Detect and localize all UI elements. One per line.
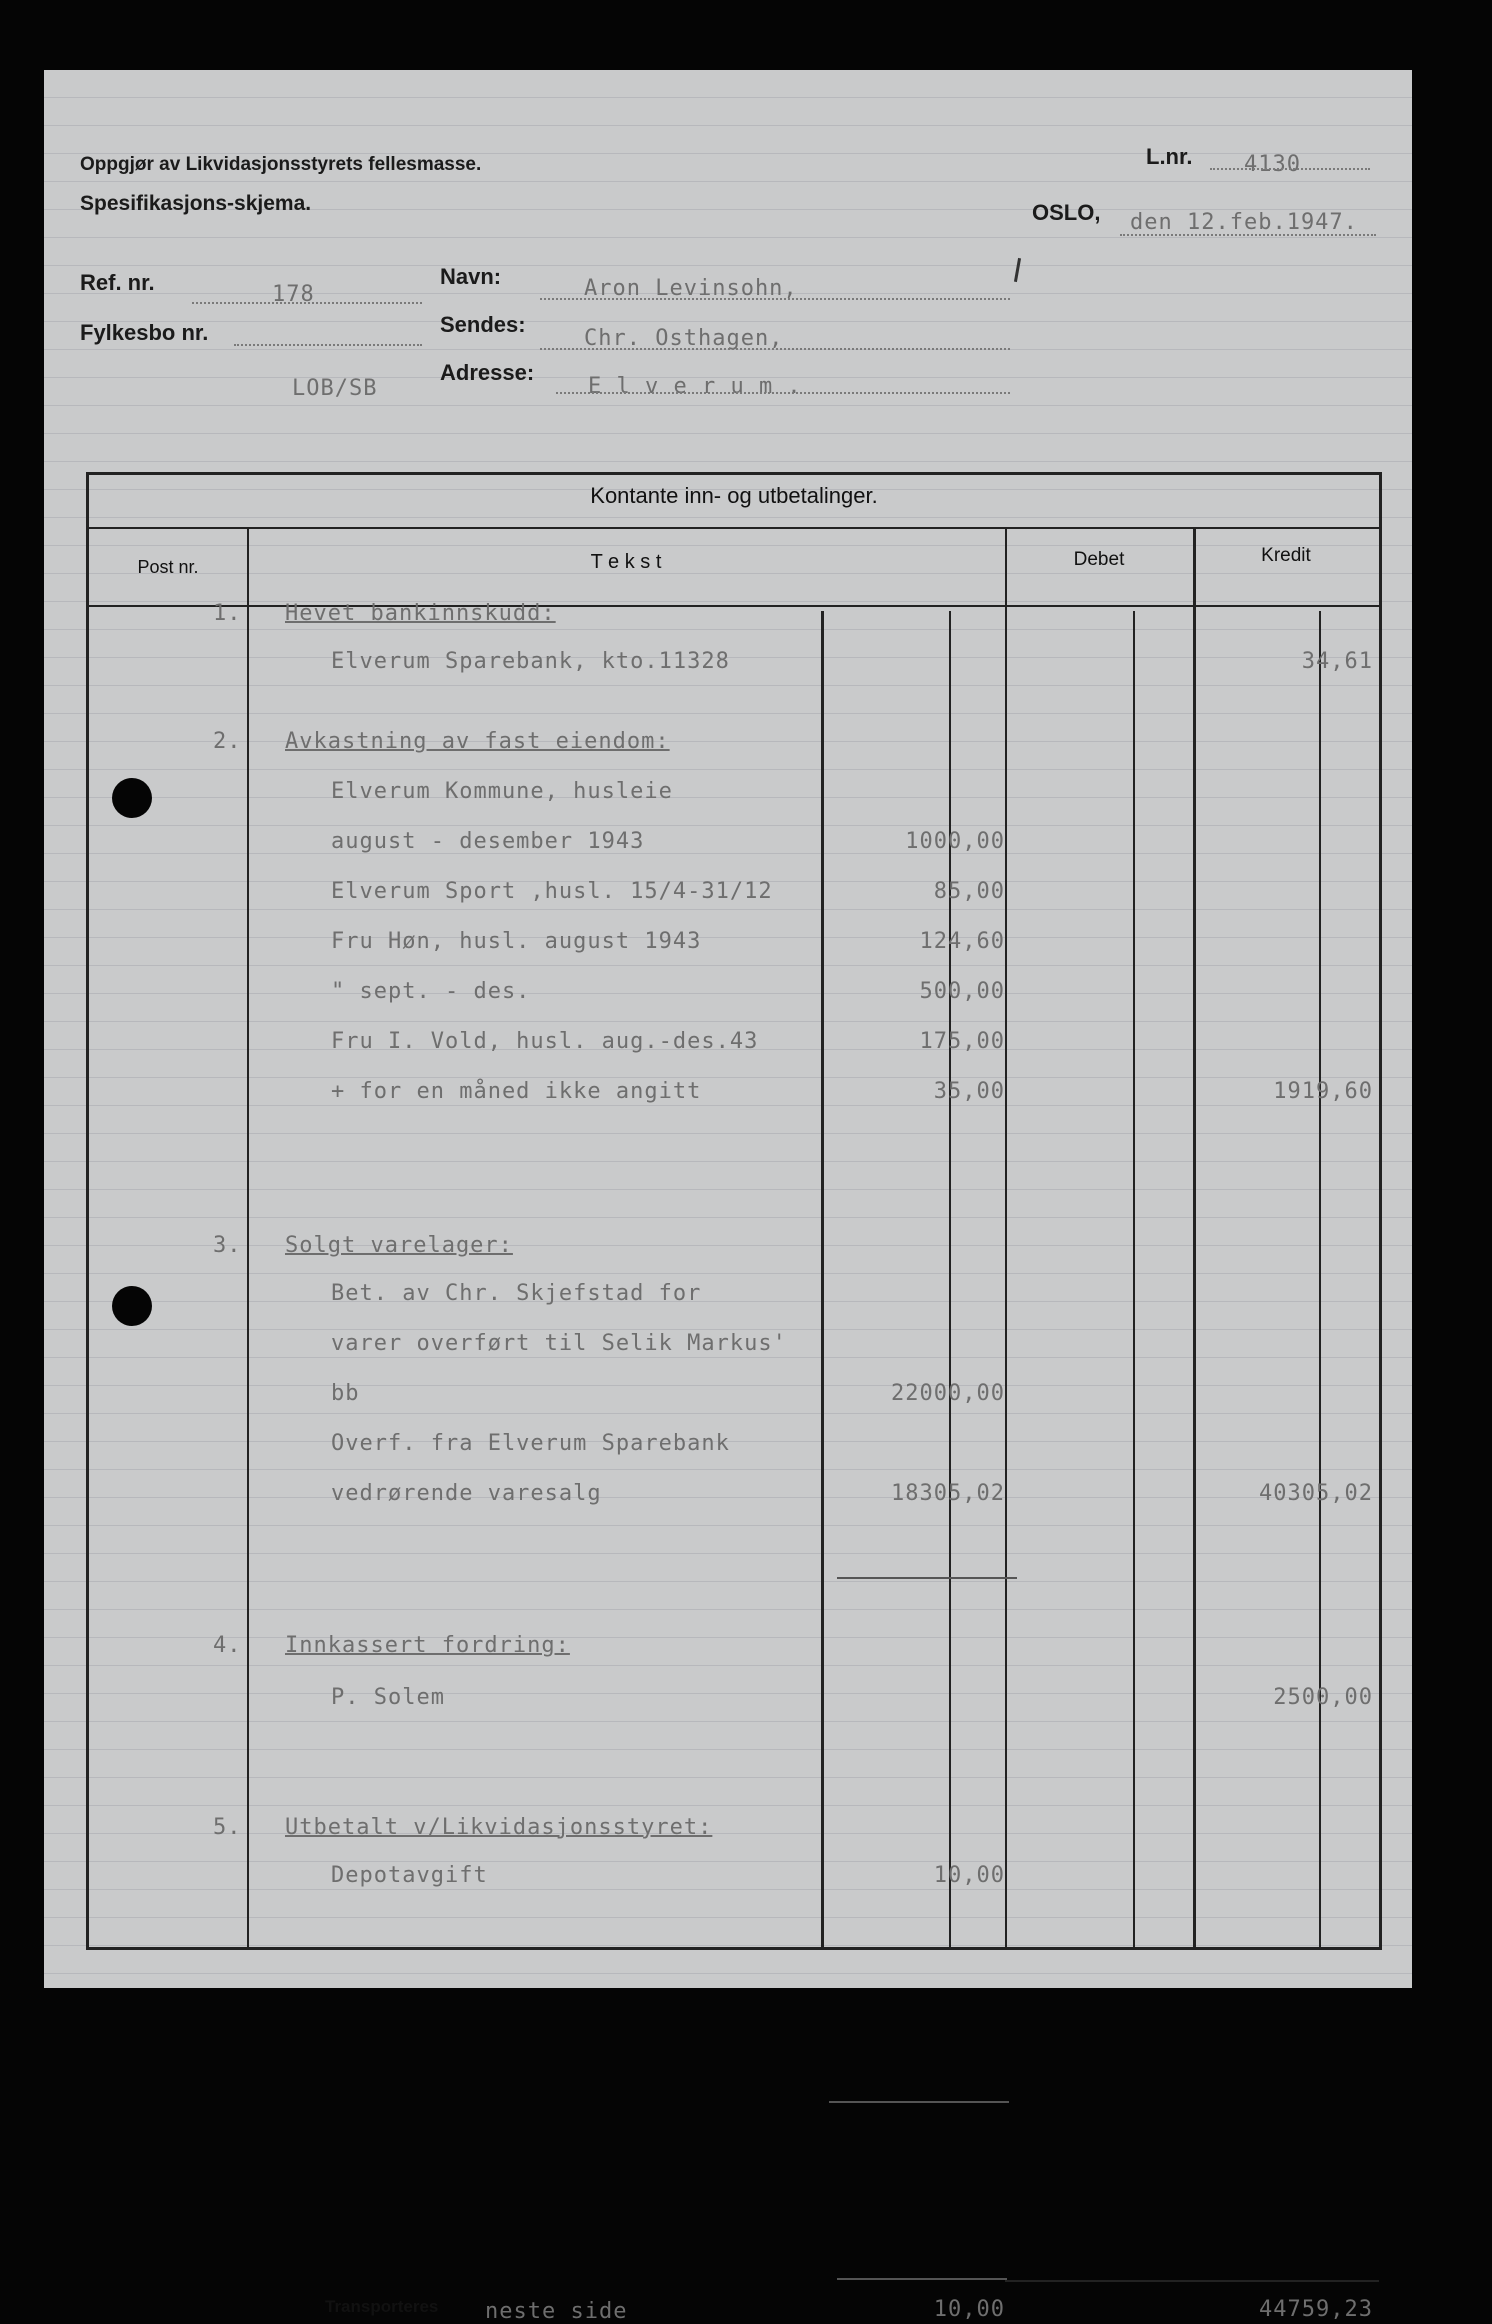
post-number: 1.: [213, 601, 242, 626]
line-text: Fru Høn, husl. august 1943: [331, 929, 702, 954]
post-number: 4.: [213, 1633, 242, 1658]
subtotal-amount: 18305,02: [891, 1481, 1005, 1506]
subtotal-amount: 1000,00: [905, 829, 1005, 854]
section-heading: Utbetalt v/Likvidasjonsstyret:: [285, 1815, 713, 1840]
subtotal-amount: 35,00: [933, 1079, 1005, 1104]
navn-value: Aron Levinsohn,: [584, 276, 798, 301]
kredit-amount: 34,61: [1301, 649, 1373, 674]
ref-value: 178: [272, 282, 315, 307]
col-debet: Debet: [1073, 549, 1125, 570]
line-text: bb: [331, 1381, 360, 1406]
line-text: Overf. fra Elverum Sparebank: [331, 1431, 730, 1456]
line-text: august - desember 1943: [331, 829, 645, 854]
line-text: vedrørende varesalg: [331, 1481, 602, 1506]
subtotal-amount: 22000,00: [891, 1381, 1005, 1406]
col-post: Post nr.: [137, 557, 199, 577]
form-sheet: [44, 70, 1412, 2324]
code-value: LOB/SB: [292, 376, 378, 401]
form-title: Spesifikasjons-skjema.: [80, 192, 312, 215]
post-number: 5.: [213, 1815, 242, 1840]
post-number: 2.: [213, 729, 242, 754]
line-text: Elverum Sparebank, kto.11328: [331, 649, 730, 674]
col-tekst: T e k s t: [590, 551, 662, 573]
line-text: Elverum Sport ,husl. 15/4-31/12: [331, 879, 773, 904]
sendes-value: Chr. Osthagen,: [584, 326, 784, 351]
line-text: " sept. - des.: [331, 979, 531, 1004]
subtotal-amount: 124,60: [919, 929, 1005, 954]
section-heading: Innkassert fordring:: [285, 1633, 570, 1658]
lnr-label: L.nr.: [1146, 144, 1193, 169]
section-heading: Hevet bankinnskudd:: [285, 601, 556, 626]
kredit-amount: 40305,02: [1259, 1481, 1373, 1506]
subtotal-amount: 175,00: [919, 1029, 1005, 1054]
transport-label: Transporteres: [325, 2297, 439, 2316]
subtotal-amount: 10,00: [933, 1863, 1005, 1888]
adresse-value: E l v e r u m .: [588, 374, 802, 399]
line-text: Elverum Kommune, husleie: [331, 779, 673, 804]
navn-label: Navn:: [440, 264, 502, 289]
line-text: Bet. av Chr. Skjefstad for: [331, 1281, 702, 1306]
transport-text: neste side: [485, 2299, 628, 2324]
section-heading: Avkastning av fast eiendom:: [285, 729, 670, 754]
ref-label: Ref. nr.: [80, 270, 155, 295]
line-text: Fru I. Vold, husl. aug.-des.43: [331, 1029, 759, 1054]
section-heading: Solgt varelager:: [285, 1233, 513, 1258]
line-text: varer overført til Selik Markus': [331, 1331, 787, 1356]
payments-table: [86, 472, 1382, 2324]
subtotal-amount: 500,00: [919, 979, 1005, 1004]
line-text: Depotavgift: [331, 1863, 488, 1888]
sendes-label: Sendes:: [440, 312, 526, 337]
adresse-label: Adresse:: [440, 360, 535, 385]
table-title: Kontante inn- og utbetalinger.: [590, 483, 878, 508]
post-number: 3.: [213, 1233, 242, 1258]
city-label: OSLO,: [1032, 200, 1101, 225]
lnr-value: 4130: [1244, 152, 1301, 177]
line-text: P. Solem: [331, 1685, 445, 1710]
kredit-amount: 1919,60: [1273, 1079, 1373, 1104]
org-title: Oppgjør av Likvidasjonsstyrets fellesmasse.: [80, 154, 482, 175]
subtotal-amount: 85,00: [933, 879, 1005, 904]
fylkesbo-label: Fylkesbo nr.: [80, 320, 209, 345]
line-text: + for en måned ikke angitt: [331, 1079, 702, 1104]
kredit-amount: 2500,00: [1273, 1685, 1373, 1710]
transport-kredit: 44759,23: [1259, 2297, 1373, 2322]
col-kredit: Kredit: [1261, 545, 1311, 566]
date-value: den 12.feb.1947.: [1130, 210, 1358, 235]
transport-sub: 10,00: [933, 2297, 1005, 2322]
